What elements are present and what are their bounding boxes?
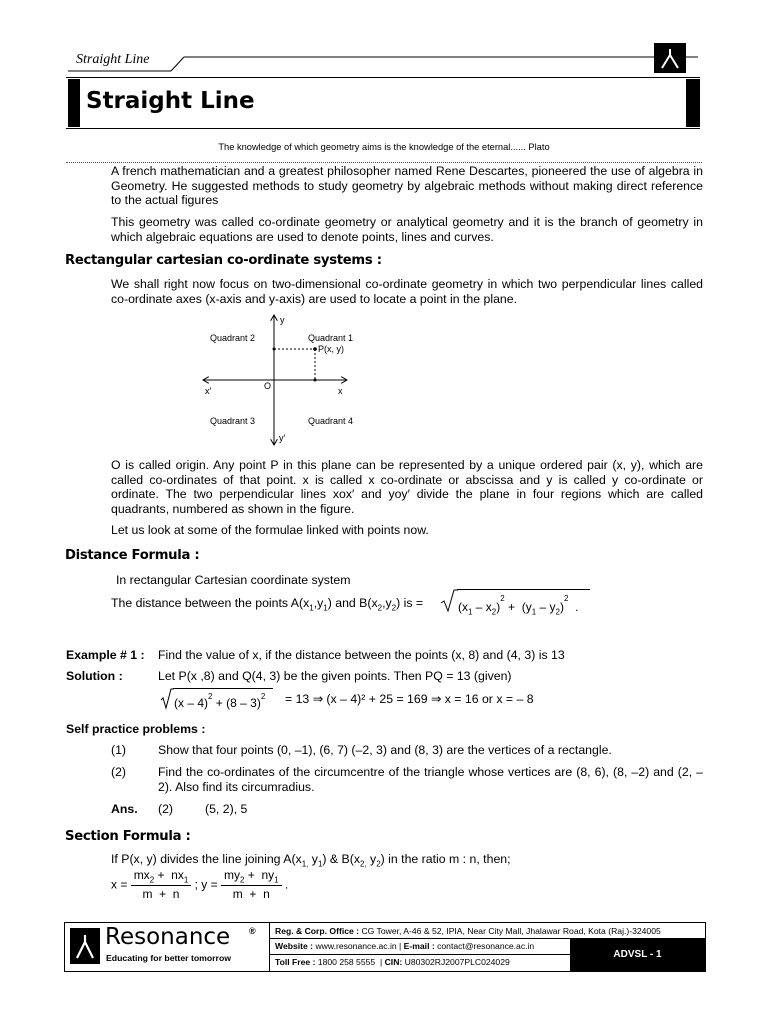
quadrant-4-label: Quadrant 4 (308, 416, 354, 426)
self-practice-heading: Self practice problems : (66, 722, 206, 736)
quadrant-figure (190, 312, 370, 452)
section-formula: x = $\frac{mx_2 + nx_1}{m + n}$ ; y = $\frac{my_2 + ny_1}{m + n}$ . (111, 868, 289, 902)
rect-paragraph-3: Let us look at some of the formulae linked with points now. (111, 523, 429, 537)
section-heading: Section Formula : (65, 829, 191, 844)
running-header (66, 50, 702, 74)
solution-text: Let P(x ,8) and Q(4, 3) be the given points. Then PQ = 13 (given) (158, 669, 512, 683)
example-text: Find the value of x, if the distance between the points (x, 8) and (4, 3) is 13 (158, 648, 565, 662)
running-title: Straight Line (76, 52, 150, 67)
registered-mark: ® (249, 926, 256, 936)
problem-1-text: Show that four points (0, –1), (6, 7) (–2, 3) and (8, 3) are the vertices of a rectangle. (158, 743, 612, 757)
section-line-1: If P(x, y) divides the line joining $A(x_{1,}$ $y_1$) & $B(x_{2,}$ $y_2$) in the ratio m : n, then; (111, 852, 511, 869)
resonance-logo-icon (654, 43, 686, 73)
distance-formula: $(x_1 - x_2)^2 + (y_1 - y_2)^2$ . (440, 588, 600, 614)
footer-logo (65, 923, 270, 971)
title-bar-left (68, 79, 80, 127)
problem-1-number: (1) (111, 743, 127, 757)
distance-line-2: The distance between the points $A(x_1,y_1)$ and $B(x_2,y_2)$ is = (111, 596, 424, 613)
resonance-logo-icon (70, 928, 100, 964)
solution-label: Solution : (66, 669, 123, 683)
title-bar-right (686, 79, 700, 127)
answer-number: (2) (158, 802, 174, 816)
quote: The knowledge of which geometry aims is the knowledge of the eternal...... Plato (218, 142, 550, 152)
website-link[interactable]: www.resonance.ac.in (315, 941, 397, 951)
intro-paragraph-1: A french mathematician and a greatest philosopher named Rene Descartes, pioneered the use of algebra in Geometry. He suggested methods to study geometry by algebraic methods without making direct reference to the actual figures (111, 164, 703, 208)
sqrt-icon (160, 687, 174, 711)
email-link[interactable]: contact@resonance.ac.in (437, 941, 535, 951)
footer-info (270, 923, 705, 971)
quadrant-3-label: Quadrant 3 (210, 416, 256, 426)
rect-heading: Rectangular cartesian co-ordinate systems : (65, 253, 382, 268)
quadrant-1-label: Quadrant 1 (308, 333, 354, 343)
answer-value: (5, 2), 5 (205, 802, 248, 816)
problem-2-text: Find the co-ordinates of the circumcentre of the triangle whose vertices are (8, 6), (8, –2) and (2, –2). Also find its circumradius. (158, 765, 703, 794)
running-header-rule (66, 50, 702, 74)
rect-paragraph-2: O is called origin. Any point P in this plane can be represented by a unique ordered pair (x, y), which are called co-ordinates of that point. x is called x co-ordinate or abscissa and y is called y co-ordinate or ordinate. The two perpendicular lines xox′ and yoy′ divide the plane in four regions which are called quadrants, numbered as shown in the figure. (111, 458, 703, 516)
x-prime-label: x′ (205, 386, 212, 396)
page-code-box (570, 939, 705, 971)
office-address: Reg. & Corp. Office : CG Tower, A-46 & 52, IPIA, Near City Mall, Jhalawar Road, Kota (Raj.)-324005 (275, 926, 661, 936)
brand-tagline: Educating for better tomorrow (106, 953, 232, 963)
title-box (66, 77, 700, 129)
quote-divider (66, 162, 702, 163)
rect-paragraph-1: We shall right now focus on two-dimensional co-ordinate geometry in which two perpendicular lines called co-ordinate axes (x-axis and y-axis) are used to locate a point in the plane. (111, 277, 703, 306)
x-axis-label: x (338, 386, 343, 396)
page-title: Straight Line (86, 88, 255, 114)
contact-line: Website : www.resonance.ac.in | E-mail : contact@resonance.ac.in (275, 941, 535, 951)
distance-line-1: In rectangular Cartesian coordinate system (116, 573, 351, 587)
origin-label: O (264, 381, 272, 391)
tollfree-line: Toll Free : 1800 258 5555 | CIN: U80302RJ2007PLC024029 (275, 957, 510, 967)
solution-result: = 13 ⇒ (x – 4)² + 25 = 169 ⇒ x = 16 or x = – 8 (285, 692, 534, 706)
brand-name: Resonance (105, 924, 231, 950)
example-label: Example # 1 : (66, 648, 145, 662)
point-p-label: P(x, y) (318, 344, 344, 354)
page-code: ADVSL - 1 (613, 949, 662, 960)
distance-heading: Distance Formula : (65, 548, 200, 563)
intro-paragraph-2: This geometry was called co-ordinate geometry or analytical geometry and it is the branch of geometry in which algebraic equations are used to denote points, lines and curves. (111, 215, 703, 244)
y-axis-label: y (280, 315, 285, 325)
sqrt-icon (440, 588, 458, 614)
answer-label: Ans. (111, 802, 138, 816)
footer (64, 922, 706, 972)
solution-formula: (x – 4)$^2$ + (8 – 3)$^2$ (160, 687, 280, 711)
problem-2-number: (2) (111, 765, 127, 779)
quadrant-2-label: Quadrant 2 (210, 333, 256, 343)
y-prime-label: y′ (279, 433, 286, 443)
